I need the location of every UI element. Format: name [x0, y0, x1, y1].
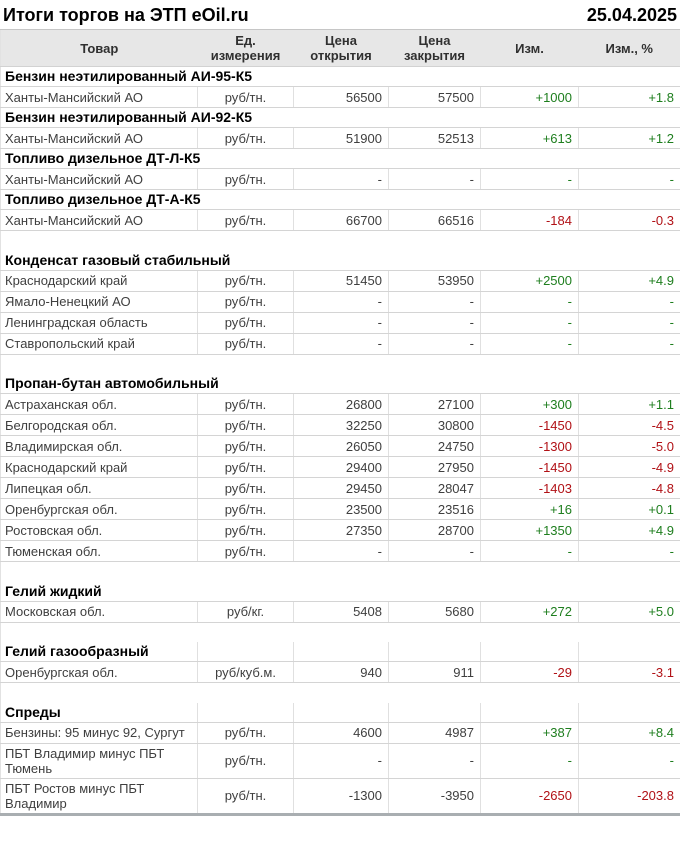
product-cell: Ханты-Мансийский АО [1, 210, 198, 231]
category-label: Гелий жидкий [1, 582, 680, 602]
open-price-cell: - [294, 541, 389, 562]
data-row [1, 415, 680, 436]
open-price-cell: 940 [294, 662, 389, 683]
close-price-cell: 27100 [389, 394, 481, 415]
data-row [1, 312, 680, 333]
open-price-cell: 23500 [294, 499, 389, 520]
product-cell: Бензины: 95 минус 92, Сургут [1, 722, 198, 743]
open-price-cell: - [294, 312, 389, 333]
data-row [1, 520, 680, 541]
data-row [1, 541, 680, 562]
product-cell: Ростовская обл. [1, 520, 198, 541]
empty-cell [294, 703, 389, 723]
open-price-cell: -1300 [294, 778, 389, 814]
close-price-cell: 23516 [389, 499, 481, 520]
data-row [1, 662, 680, 683]
change-pct-cell: - [579, 291, 680, 312]
unit-cell: руб/тн. [198, 499, 294, 520]
change-cell: - [481, 169, 579, 190]
category-row [1, 108, 680, 128]
open-price-cell: 27350 [294, 520, 389, 541]
change-cell: -29 [481, 662, 579, 683]
product-cell: Тюменская обл. [1, 541, 198, 562]
change-cell: +272 [481, 601, 579, 622]
close-price-cell: - [389, 743, 481, 778]
change-cell: +300 [481, 394, 579, 415]
close-price-cell: 66516 [389, 210, 481, 231]
open-price-cell: 51450 [294, 270, 389, 291]
data-row [1, 436, 680, 457]
product-cell: Ханты-Мансийский АО [1, 87, 198, 108]
close-price-cell: 28700 [389, 520, 481, 541]
col-header-open-price: Цена открытия [294, 30, 389, 67]
spacer-row [1, 683, 680, 703]
product-cell: ПБТ Ростов минус ПБТ Владимир [1, 778, 198, 814]
category-row [1, 149, 680, 169]
category-row [1, 703, 680, 723]
open-price-cell: 26050 [294, 436, 389, 457]
results-table [0, 29, 680, 816]
empty-cell [389, 642, 481, 662]
report-date: 25.04.2025 [586, 5, 677, 25]
unit-cell: руб/кг. [198, 601, 294, 622]
unit-cell: руб/тн. [198, 457, 294, 478]
empty-cell [579, 703, 680, 723]
empty-cell [294, 642, 389, 662]
close-price-cell: - [389, 169, 481, 190]
product-cell: Московская обл. [1, 601, 198, 622]
unit-cell: руб/тн. [198, 722, 294, 743]
open-price-cell: 26800 [294, 394, 389, 415]
unit-cell: руб/тн. [198, 128, 294, 149]
open-price-cell: 66700 [294, 210, 389, 231]
spacer-row [1, 562, 680, 582]
category-label: Пропан-бутан автомобильный [1, 374, 680, 394]
category-row [1, 190, 680, 210]
change-pct-cell: - [579, 169, 680, 190]
data-row [1, 291, 680, 312]
close-price-cell: 911 [389, 662, 481, 683]
category-label: Гелий газообразный [1, 642, 198, 662]
open-price-cell: 29400 [294, 457, 389, 478]
col-header-unit: Ед. измерения [198, 30, 294, 67]
open-price-cell: 4600 [294, 722, 389, 743]
title-bar [0, 0, 680, 29]
data-row [1, 601, 680, 622]
spacer-row [1, 354, 680, 374]
change-pct-cell: - [579, 312, 680, 333]
unit-cell: руб/тн. [198, 478, 294, 499]
table-header [1, 30, 680, 67]
unit-cell: руб/тн. [198, 210, 294, 231]
category-label: Конденсат газовый стабильный [1, 251, 680, 271]
spacer-cell [1, 622, 680, 642]
spacer-cell [1, 231, 680, 251]
category-row [1, 251, 680, 271]
change-cell: +16 [481, 499, 579, 520]
close-price-cell: 24750 [389, 436, 481, 457]
change-cell: - [481, 541, 579, 562]
unit-cell: руб/тн. [198, 415, 294, 436]
category-label: Топливо дизельное ДТ-А-К5 [1, 190, 680, 210]
page-title: Итоги торгов на ЭТП eOil.ru [3, 5, 249, 25]
col-header-product: Товар [1, 30, 198, 67]
close-price-cell: 5680 [389, 601, 481, 622]
close-price-cell: 27950 [389, 457, 481, 478]
data-row [1, 333, 680, 354]
unit-cell: руб/тн. [198, 541, 294, 562]
close-price-cell: 57500 [389, 87, 481, 108]
data-row [1, 499, 680, 520]
unit-cell: руб/тн. [198, 394, 294, 415]
spacer-row [1, 231, 680, 251]
unit-cell: руб/тн. [198, 312, 294, 333]
empty-cell [579, 642, 680, 662]
close-price-cell: - [389, 333, 481, 354]
empty-cell [198, 642, 294, 662]
data-row [1, 210, 680, 231]
empty-cell [481, 642, 579, 662]
close-price-cell: 28047 [389, 478, 481, 499]
open-price-cell: 51900 [294, 128, 389, 149]
product-cell: Оренбургская обл. [1, 499, 198, 520]
change-pct-cell: +1.1 [579, 394, 680, 415]
data-row [1, 722, 680, 743]
change-pct-cell: - [579, 743, 680, 778]
change-pct-cell: +4.9 [579, 270, 680, 291]
category-row [1, 374, 680, 394]
unit-cell: руб/тн. [198, 778, 294, 814]
open-price-cell: 5408 [294, 601, 389, 622]
product-cell: Ленинградская область [1, 312, 198, 333]
close-price-cell: - [389, 541, 481, 562]
product-cell: Краснодарский край [1, 457, 198, 478]
product-cell: Владимирская обл. [1, 436, 198, 457]
data-row [1, 169, 680, 190]
change-cell: - [481, 743, 579, 778]
change-cell: +387 [481, 722, 579, 743]
close-price-cell: -3950 [389, 778, 481, 814]
change-cell: - [481, 291, 579, 312]
open-price-cell: - [294, 169, 389, 190]
category-label: Топливо дизельное ДТ-Л-К5 [1, 149, 680, 169]
change-pct-cell: -0.3 [579, 210, 680, 231]
change-cell: +2500 [481, 270, 579, 291]
change-pct-cell: +8.4 [579, 722, 680, 743]
product-cell: ПБТ Владимир минус ПБТ Тюмень [1, 743, 198, 778]
change-pct-cell: -4.5 [579, 415, 680, 436]
product-cell: Астраханская обл. [1, 394, 198, 415]
unit-cell: руб/тн. [198, 520, 294, 541]
change-cell: -1450 [481, 457, 579, 478]
change-cell: -1403 [481, 478, 579, 499]
change-cell: -2650 [481, 778, 579, 814]
category-label: Бензин неэтилированный АИ-95-К5 [1, 67, 680, 87]
change-pct-cell: -3.1 [579, 662, 680, 683]
data-row [1, 778, 680, 814]
change-pct-cell: -4.9 [579, 457, 680, 478]
change-pct-cell: +5.0 [579, 601, 680, 622]
change-cell: -184 [481, 210, 579, 231]
close-price-cell: - [389, 312, 481, 333]
change-cell: - [481, 333, 579, 354]
change-cell: +1350 [481, 520, 579, 541]
data-row [1, 743, 680, 778]
product-cell: Белгородская обл. [1, 415, 198, 436]
product-cell: Липецкая обл. [1, 478, 198, 499]
open-price-cell: 56500 [294, 87, 389, 108]
change-pct-cell: +0.1 [579, 499, 680, 520]
close-price-cell: 4987 [389, 722, 481, 743]
change-pct-cell: -203.8 [579, 778, 680, 814]
open-price-cell: - [294, 743, 389, 778]
close-price-cell: 52513 [389, 128, 481, 149]
change-cell: - [481, 312, 579, 333]
results-table-body [1, 67, 680, 815]
unit-cell: руб/тн. [198, 436, 294, 457]
change-cell: +1000 [481, 87, 579, 108]
open-price-cell: - [294, 333, 389, 354]
spacer-row [1, 622, 680, 642]
col-header-close-price: Цена закрытия [389, 30, 481, 67]
product-cell: Оренбургская обл. [1, 662, 198, 683]
product-cell: Ханты-Мансийский АО [1, 128, 198, 149]
col-header-change: Изм. [481, 30, 579, 67]
category-label: Бензин неэтилированный АИ-92-К5 [1, 108, 680, 128]
category-row [1, 582, 680, 602]
close-price-cell: 30800 [389, 415, 481, 436]
data-row [1, 394, 680, 415]
data-row [1, 457, 680, 478]
open-price-cell: 29450 [294, 478, 389, 499]
change-cell: -1450 [481, 415, 579, 436]
change-pct-cell: - [579, 333, 680, 354]
category-label: Спреды [1, 703, 198, 723]
category-row [1, 67, 680, 87]
data-row [1, 128, 680, 149]
header-row [1, 30, 680, 67]
unit-cell: руб/тн. [198, 87, 294, 108]
change-pct-cell: +1.2 [579, 128, 680, 149]
close-price-cell: 53950 [389, 270, 481, 291]
unit-cell: руб/тн. [198, 333, 294, 354]
open-price-cell: 32250 [294, 415, 389, 436]
change-pct-cell: -5.0 [579, 436, 680, 457]
category-row [1, 642, 680, 662]
spacer-cell [1, 354, 680, 374]
product-cell: Ямало-Ненецкий АО [1, 291, 198, 312]
unit-cell: руб/тн. [198, 270, 294, 291]
change-pct-cell: - [579, 541, 680, 562]
unit-cell: руб/куб.м. [198, 662, 294, 683]
change-pct-cell: +4.9 [579, 520, 680, 541]
col-header-change-pct: Изм., % [579, 30, 680, 67]
data-row [1, 478, 680, 499]
product-cell: Краснодарский край [1, 270, 198, 291]
data-row [1, 87, 680, 108]
empty-cell [481, 703, 579, 723]
unit-cell: руб/тн. [198, 743, 294, 778]
unit-cell: руб/тн. [198, 291, 294, 312]
unit-cell: руб/тн. [198, 169, 294, 190]
spacer-cell [1, 562, 680, 582]
close-price-cell: - [389, 291, 481, 312]
change-pct-cell: -4.8 [579, 478, 680, 499]
product-cell: Ставропольский край [1, 333, 198, 354]
change-cell: -1300 [481, 436, 579, 457]
empty-cell [389, 703, 481, 723]
product-cell: Ханты-Мансийский АО [1, 169, 198, 190]
open-price-cell: - [294, 291, 389, 312]
change-pct-cell: +1.8 [579, 87, 680, 108]
empty-cell [198, 703, 294, 723]
data-row [1, 270, 680, 291]
change-cell: +613 [481, 128, 579, 149]
spacer-cell [1, 683, 680, 703]
